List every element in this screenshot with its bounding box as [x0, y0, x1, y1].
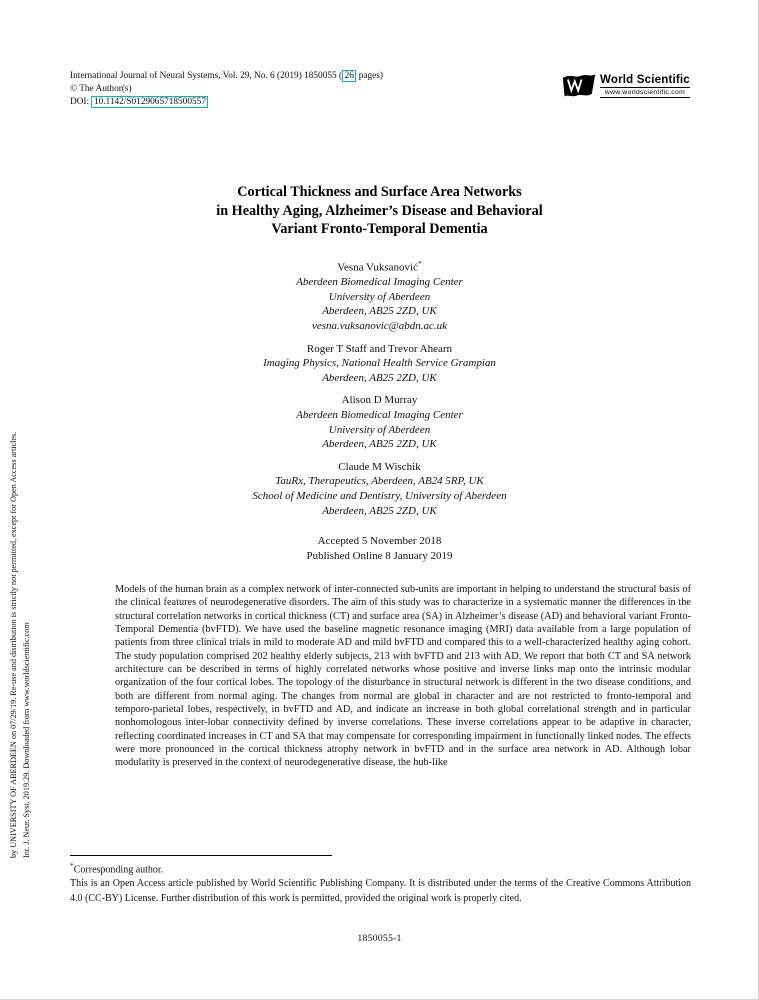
author-affiliation: University of Aberdeen [328, 423, 431, 436]
stamp-journal-line: Int. J. Neur. Syst. 2019.29. Downloaded from www.worldscientific.com [21, 622, 31, 858]
footnote-marker: * [70, 861, 74, 870]
author-affiliation: TauRx, Therapeutics, Aberdeen, AB24 5RP, UK [275, 475, 484, 488]
doi-link[interactable]: 10.1142/S0129065718500557 [91, 96, 208, 108]
title-line-1: Cortical Thickness and Surface Area Networks [237, 184, 522, 200]
author-affiliation: School of Medicine and Dentistry, University of Aberdeen [252, 489, 507, 502]
world-scientific-logo-icon [562, 72, 596, 99]
author-name: Vesna Vuksanović* [337, 259, 422, 274]
publisher-logo [562, 72, 690, 99]
journal-citation-suffix: pages) [356, 71, 383, 81]
publisher-name: World Scientific [600, 73, 690, 86]
author-affiliation: Aberdeen, AB25 2ZD, UK [322, 438, 437, 451]
author-email: vesna.vuksanovic@abdn.ac.uk [311, 320, 448, 333]
paper-title [0, 183, 759, 239]
author-affiliation: Aberdeen, AB25 2ZD, UK [322, 305, 437, 318]
publisher-url: www.worldscientific.com [600, 87, 690, 98]
title-line-3: Variant Fronto-Temporal Dementia [271, 221, 488, 238]
doi-label: DOI: [70, 96, 92, 107]
journal-citation-line [70, 70, 383, 83]
author-block [0, 393, 759, 451]
author-affiliation: Imaging Physics, National Health Service Grampian [263, 357, 496, 370]
corresponding-author-marker: * [417, 259, 422, 268]
page-number: 1850055-1 [357, 933, 402, 944]
doi-line [70, 96, 383, 109]
dates-section [0, 534, 759, 564]
stamp-restriction-line: by UNIVERSITY OF ABERDEEN on 07/29/19. Re-use and distribution is strictly not permitted, except for Open Access articles. [9, 431, 18, 858]
published-date: Published Online 8 January 2019 [306, 550, 453, 563]
author-block [0, 342, 759, 386]
author-name: Roger T Staff and Trevor Ahearn [306, 342, 453, 355]
publisher-logo-text [600, 74, 690, 98]
author-affiliation: University of Aberdeen [328, 290, 431, 303]
journal-citation-text: International Journal of Neural Systems, Vol. 29, No. 6 (2019) 1850055 ( [70, 71, 343, 81]
author-affiliation: Aberdeen, AB25 2ZD, UK [322, 504, 437, 517]
authors-section [0, 257, 759, 526]
author-affiliation: Aberdeen, AB25 2ZD, UK [322, 371, 437, 384]
author-name: Claude M Wischik [338, 460, 421, 473]
author-block [0, 460, 759, 518]
author-affiliation: Aberdeen Biomedical Imaging Center [296, 409, 463, 421]
pages-count-link[interactable]: 26 [342, 70, 356, 82]
author-block [0, 257, 759, 334]
author-affiliation: Aberdeen Biomedical Imaging Center [296, 276, 463, 289]
accepted-date: Accepted 5 November 2018 [317, 535, 442, 547]
open-access-note: This is an Open Access article published by World Scientific Publishing Company. It is distributed under the terms of the Creative Commons Attribution 4.0 (CC-BY) License. Further distribution of this work is permitted, provided the original work is properly cited. [70, 878, 691, 904]
copyright-line: © The Author(s) [70, 83, 132, 94]
author-name: Alison D Murray [341, 394, 418, 407]
footnote-rule [70, 855, 332, 856]
title-line-2: in Healthy Aging, Alzheimer’s Disease and Behavioral [216, 202, 543, 219]
journal-header [70, 70, 383, 109]
corresponding-author-note: *Corresponding author. [70, 861, 164, 876]
abstract-text: Models of the human brain as a complex network of inter-connected sub-units are important in helping to understand the structural basis of the clinical features of neurodegenerative disorders. The aim of this study was to characterize in a systematic manner the differences in the structural correlation networks in cortical thickness (CT) and surface area (SA) in Alzheimer’s disease (AD) and behavioral variant Fronto-Temporal Dementia (bvFTD). We have used the baseline magnetic resonance imaging (MRI) data available from a large population of patients from three clinical trials in mild to moderate AD and mild bvFTD and compared this to a well-characterized healthy aging cohort. The study population comprised 202 healthy elderly subjects, 213 with bvFTD and 213 with AD. We report that both CT and SA network architecture can be described in terms of highly correlated networks whose positive and inverse links map onto the intrinsic modular organization of the four cortical lobes. The topology of the disturbance in structural network is different in the two disease conditions, and both are different from normal aging. The changes from normal are global in character and are not restricted to fronto-temporal and temporo-parietal lobes, respectively, in bvFTD and AD, and indicate an increase in both global correlational strength and in particular nonhomologous inter-lobar connectivity defined by inverse correlations. These inverse correlations appear to be adaptive in character, reflecting coordinated increases in CT and SA that may compensate for corresponding impairment in functionally linked nodes. The effects were more pronounced in the cortical thickness atrophy network in bvFTD and in the surface area network in AD. Although lobar modularity is preserved in the context of neurodegenerative disease, the hub-like [115, 584, 691, 769]
